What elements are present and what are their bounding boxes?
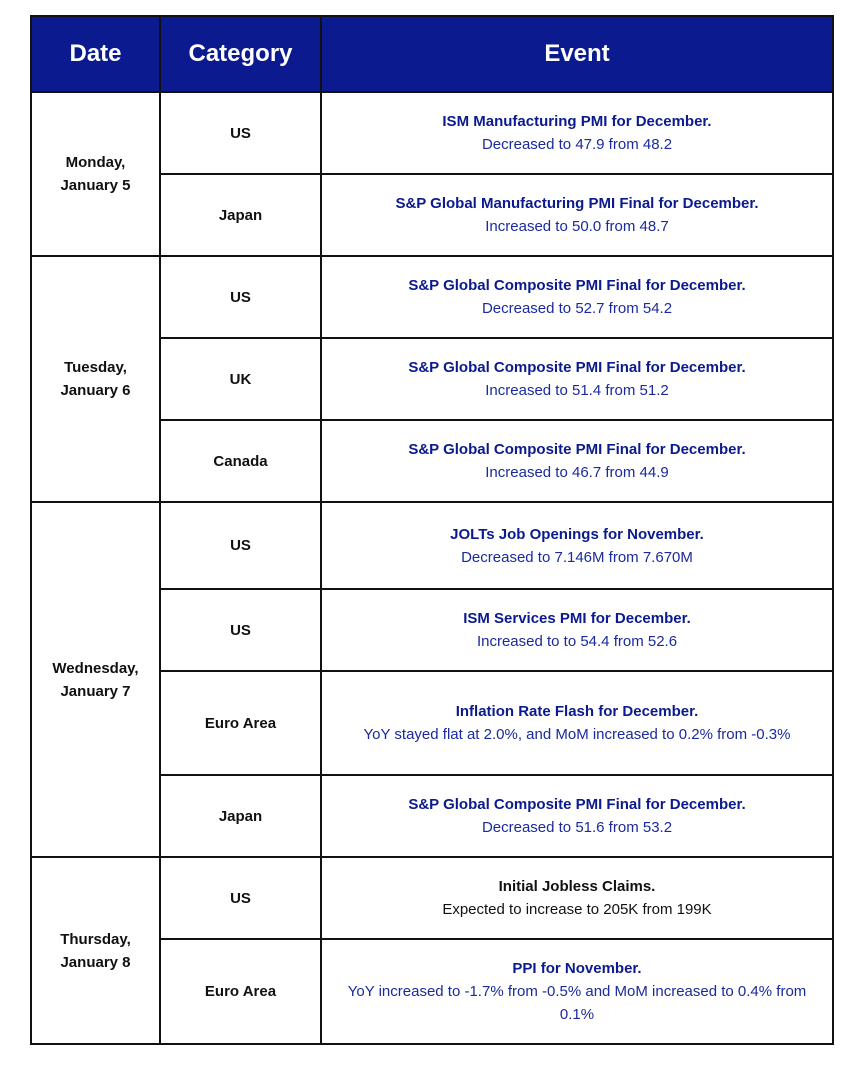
- event-detail: Decreased to 51.6 from 53.2: [481, 819, 673, 836]
- table-row: [31, 857, 833, 939]
- event-detail: Increased to 46.7 from 44.9: [485, 464, 669, 481]
- event-title: ISM Manufacturing PMI for December.: [442, 113, 712, 130]
- event-detail: Increased to 51.4 from 51.2: [485, 382, 669, 399]
- category-cell: US: [160, 92, 321, 174]
- table-row: [31, 256, 833, 338]
- date-cell: [31, 92, 160, 256]
- event-detail: Decreased to 52.7 from 54.2: [481, 300, 673, 317]
- date-weekday: Tuesday,: [64, 359, 127, 376]
- date-day: January 7: [60, 682, 131, 700]
- event-title: JOLTs Job Openings for November.: [450, 525, 704, 543]
- date-cell: [31, 502, 160, 857]
- event-title: ISM Services PMI for December.: [463, 610, 691, 627]
- event-cell: [321, 502, 833, 589]
- event-detail: Decreased to 7.146M from 7.670M: [461, 548, 693, 566]
- category-cell: Euro Area: [160, 671, 321, 775]
- event-title: S&P Global Composite PMI Final for December.: [408, 441, 746, 458]
- event-cell: [321, 857, 833, 939]
- calendar-table: [30, 15, 834, 1045]
- event-detail: Increased to to 54.4 from 52.6: [476, 633, 678, 650]
- event-detail: Expected to increase to 205K from 199K: [442, 901, 712, 918]
- event-cell: [321, 338, 833, 420]
- date-weekday: Thursday,: [60, 930, 131, 948]
- event-cell: [321, 256, 833, 338]
- event-title: S&P Global Composite PMI Final for December.: [408, 359, 746, 376]
- header-category: Category: [160, 16, 321, 92]
- event-title: S&P Global Composite PMI Final for December.: [408, 796, 746, 813]
- date-day: January 6: [60, 382, 131, 399]
- event-cell: [321, 589, 833, 671]
- category-cell: Japan: [160, 174, 321, 256]
- category-cell: Euro Area: [160, 939, 321, 1044]
- event-cell: [321, 420, 833, 502]
- event-cell: [321, 775, 833, 857]
- category-cell: US: [160, 256, 321, 338]
- category-cell: US: [160, 857, 321, 939]
- header-event: Event: [321, 16, 833, 92]
- table-row: [31, 502, 833, 589]
- date-day: January 5: [60, 177, 131, 194]
- header-row: [31, 16, 833, 92]
- category-cell: Japan: [160, 775, 321, 857]
- table-row: [31, 92, 833, 174]
- event-detail: Increased to 50.0 from 48.7: [485, 218, 669, 235]
- event-title: S&P Global Composite PMI Final for December.: [408, 277, 746, 294]
- category-cell: UK: [160, 338, 321, 420]
- event-detail: Decreased to 47.9 from 48.2: [481, 136, 673, 153]
- header-date: Date: [31, 16, 160, 92]
- event-cell: [321, 92, 833, 174]
- category-cell: US: [160, 502, 321, 589]
- event-detail: YoY increased to -1.7% from -0.5% and MoM increased to 0.4% from 0.1%: [347, 983, 807, 1023]
- event-detail: YoY stayed flat at 2.0%, and MoM increased to 0.2% from -0.3%: [363, 726, 791, 743]
- date-weekday: Monday,: [65, 154, 126, 171]
- event-title: Initial Jobless Claims.: [498, 878, 656, 895]
- event-title: Inflation Rate Flash for December.: [455, 703, 699, 720]
- economic-calendar: [30, 15, 832, 1045]
- date-cell: [31, 857, 160, 1044]
- event-cell: [321, 174, 833, 256]
- category-cell: Canada: [160, 420, 321, 502]
- date-day: January 8: [60, 953, 131, 971]
- event-title: PPI for November.: [512, 960, 642, 977]
- date-cell: [31, 256, 160, 502]
- date-weekday: Wednesday,: [52, 659, 139, 677]
- event-title: S&P Global Manufacturing PMI Final for December.: [395, 195, 759, 212]
- event-cell: [321, 671, 833, 775]
- event-cell: [321, 939, 833, 1044]
- category-cell: US: [160, 589, 321, 671]
